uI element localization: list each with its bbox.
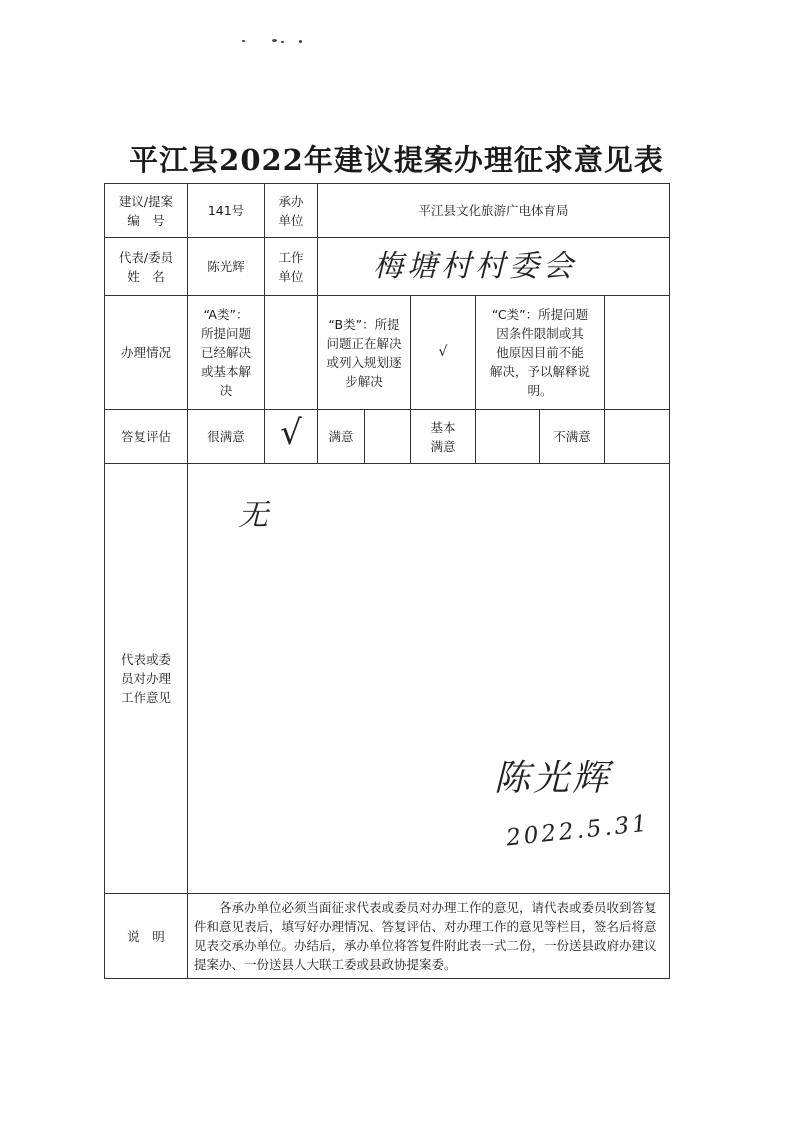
signature-handwriting: 陈光辉 [494, 758, 612, 799]
reply-evaluation-label: 答复评估 [105, 410, 188, 464]
category-b-text: “B类”：所提 问题正在解决 或列入规划逐 步解决 [318, 296, 411, 410]
proposal-number-label: 建议/提案 编 号 [105, 184, 188, 238]
opinion-form-table [104, 183, 670, 979]
satisfied-label: 满意 [318, 410, 365, 464]
work-unit-handwriting: 梅塘村村委会 [373, 249, 577, 284]
basically-satisfied-label: 基本 满意 [411, 410, 476, 464]
proposal-number-value: 141号 [188, 184, 265, 238]
signature-date: 2022.5.31 [504, 810, 651, 852]
handling-org-value: 平江县文化旅游广电体育局 [318, 184, 670, 238]
satisfied-checkbox[interactable] [365, 410, 411, 464]
work-unit-label: 工作 单位 [265, 238, 318, 296]
handling-org-label: 承办 单位 [265, 184, 318, 238]
basically-satisfied-checkbox[interactable] [476, 410, 540, 464]
very-satisfied-checkbox[interactable] [265, 410, 318, 464]
scan-speck [272, 39, 277, 42]
very-satisfied-mark: √ [280, 413, 302, 453]
scan-speck [299, 40, 302, 43]
page-title: 平江县2022年建议提案办理征求意见表 [129, 143, 664, 177]
opinion-label: 代表或委 员对办理 工作意见 [105, 464, 188, 894]
handling-status-label: 办理情况 [105, 296, 188, 410]
note-label: 说 明 [105, 894, 188, 979]
very-satisfied-label: 很满意 [188, 410, 265, 464]
scan-speck [242, 40, 245, 42]
category-c-text: “C类”：所提问题 因条件限制或其 他原因目前不能 解决，予以解释说 明。 [476, 296, 605, 410]
unsatisfied-checkbox[interactable] [605, 410, 670, 464]
category-c-checkbox[interactable] [605, 296, 670, 410]
note-text: 各承办单位必须当面征求代表或委员对办理工作的意见，请代表或委员收到答复件和意见表后，填写好办理情况、答复评估、对办理工作的意见等栏目，签名后将意见表交承办单位。办结后，承办单位将答复件附此表一式二份，一份送县政府办建议提案办、一份送县人大联工委或县政协提案委。 [188, 894, 670, 979]
representative-name-value: 陈光辉 [188, 238, 265, 296]
category-a-checkbox[interactable] [265, 296, 318, 410]
opinion-handwriting: 无 [238, 498, 268, 533]
category-a-text: “A类”： 所提问题 已经解决 或基本解 决 [188, 296, 265, 410]
unsatisfied-label: 不满意 [540, 410, 605, 464]
category-b-checkbox[interactable]: √ [411, 296, 476, 410]
scan-speck [281, 41, 284, 43]
work-unit-value [318, 238, 670, 296]
opinion-area [188, 464, 670, 894]
representative-name-label: 代表/委员 姓 名 [105, 238, 188, 296]
